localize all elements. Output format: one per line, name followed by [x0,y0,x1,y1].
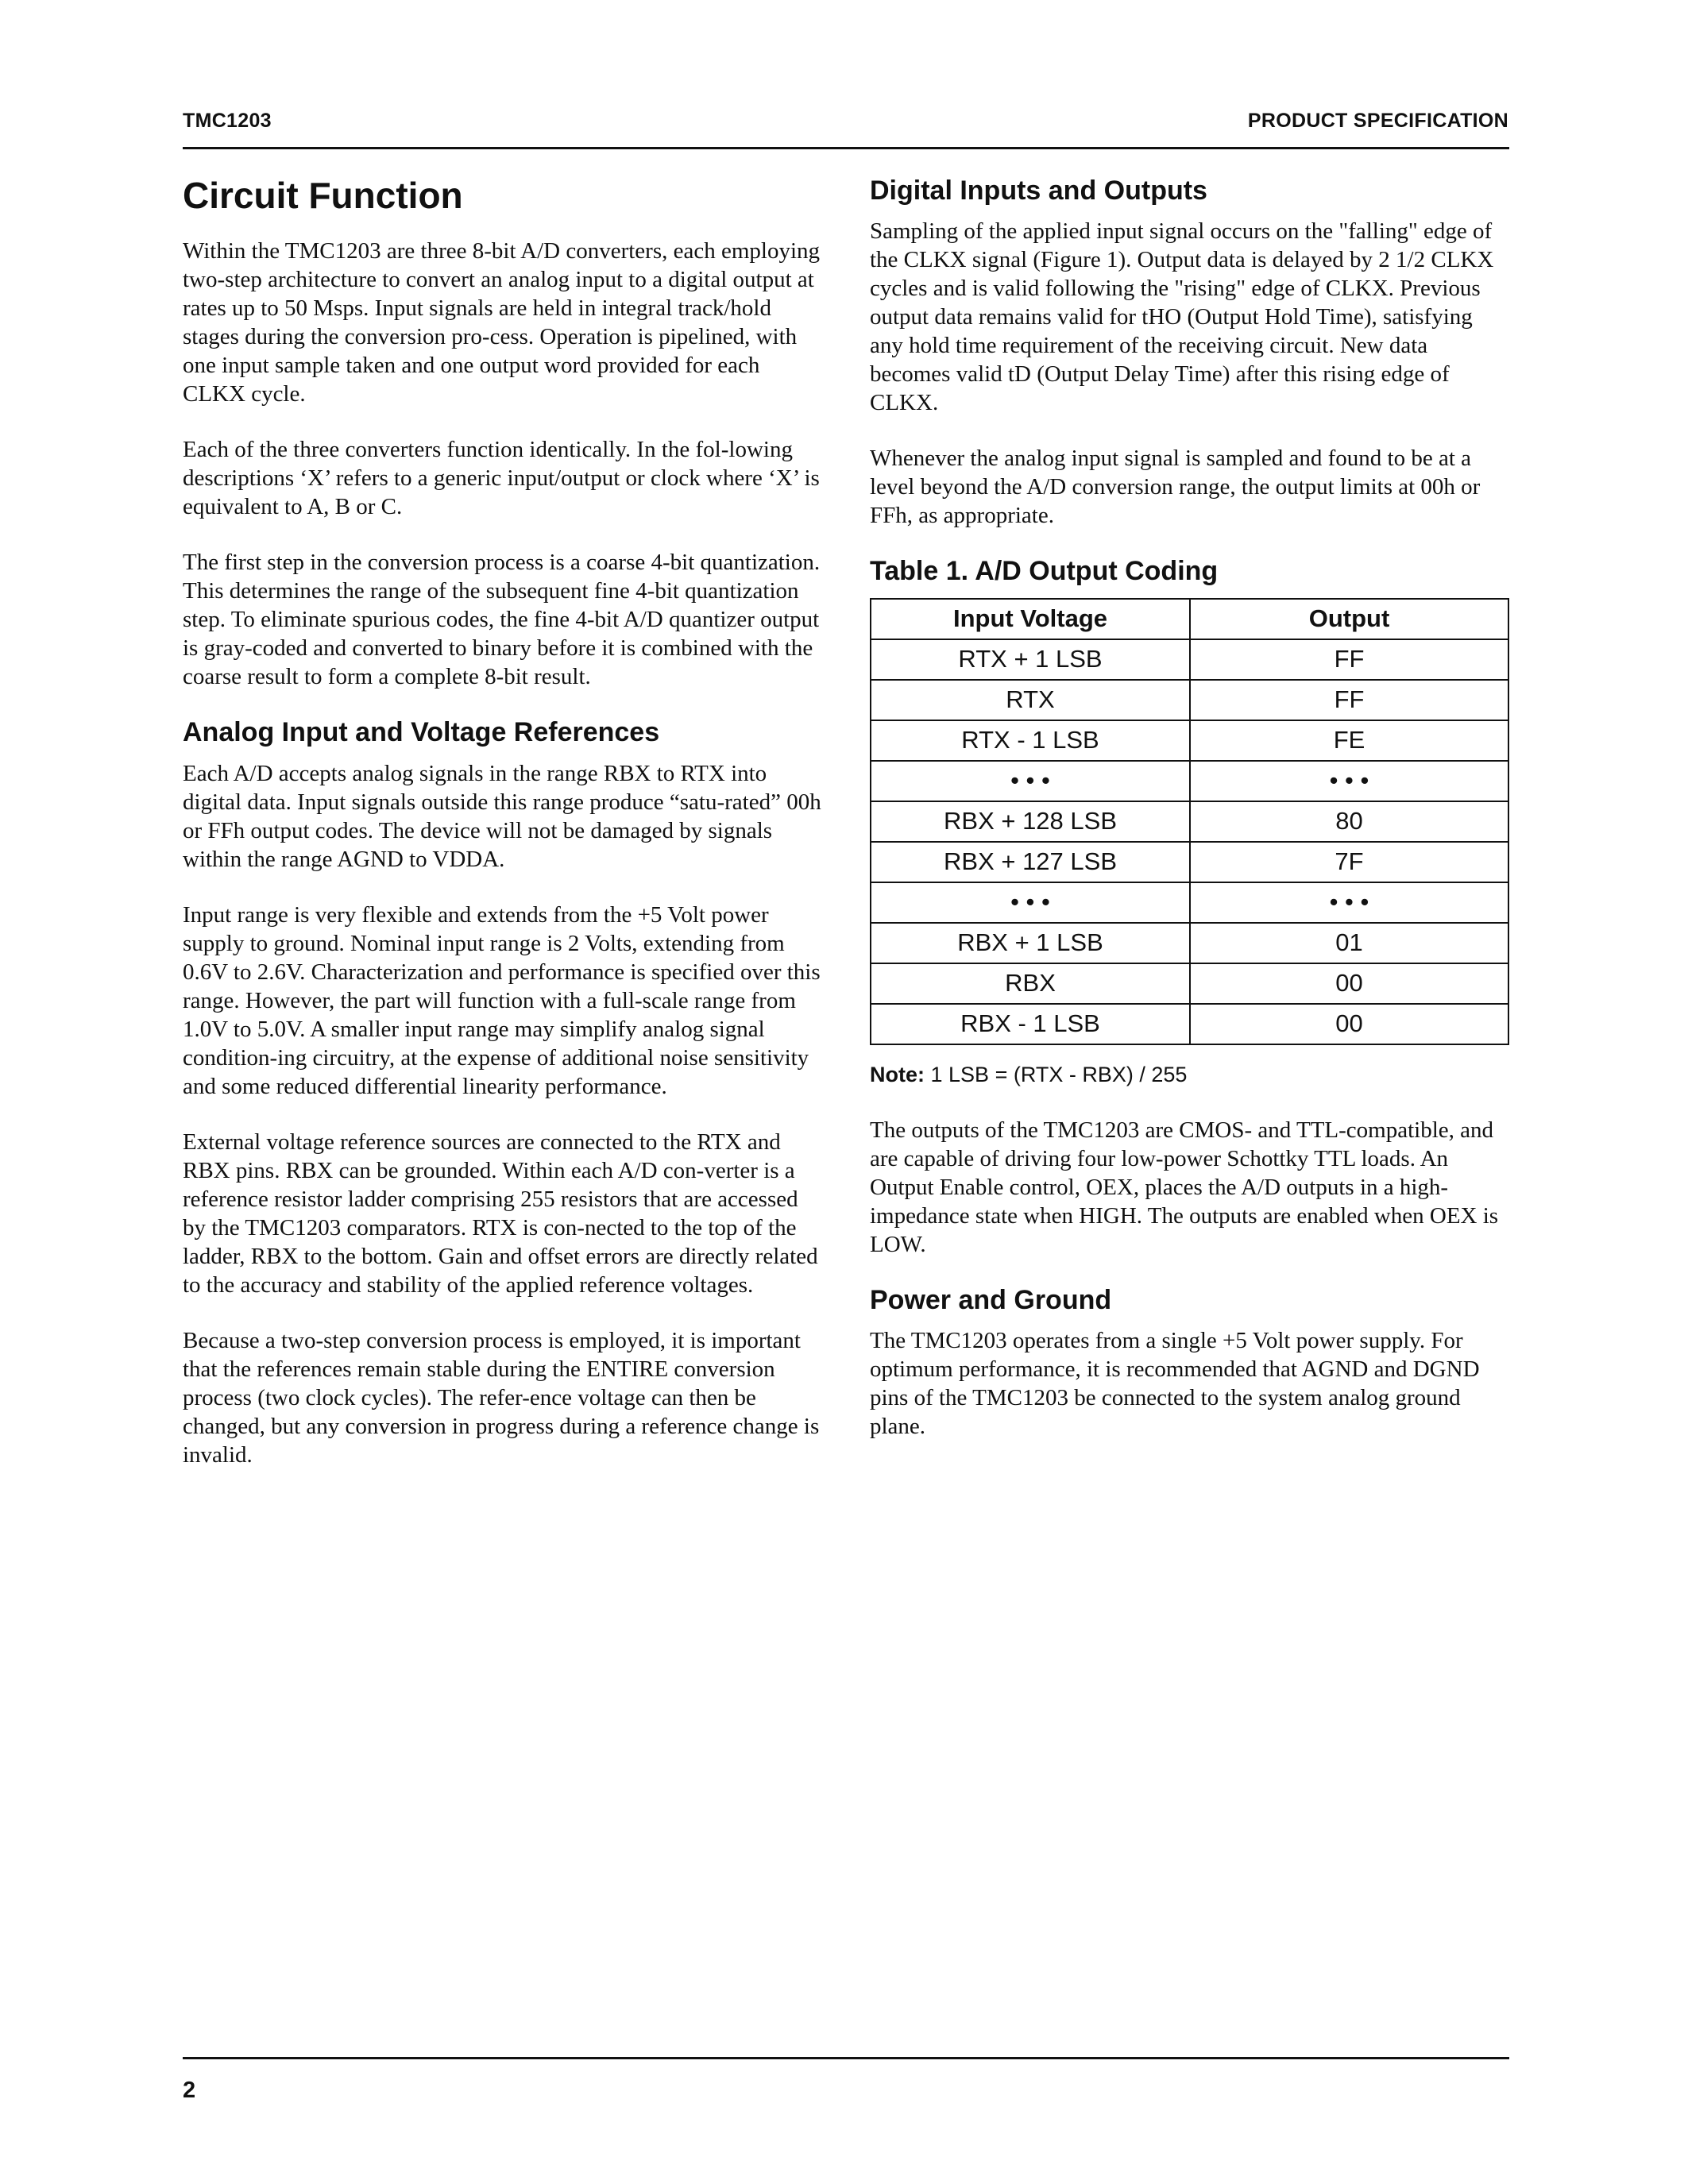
table-header-output: Output [1190,599,1508,639]
table-row [871,801,1508,842]
table-cell-output: • • • [1190,761,1508,801]
table-header-row [871,599,1508,639]
analog-input-paragraph-4: Because a two-step conversion process is employed, it is important that the references remain stable during the ENTIRE conversion process (two clock cycles). The refer-ence voltage can then be changed, but any conversion in progress during a reference change is invalid. [183,1327,820,1468]
table-cell-input: RBX - 1 LSB [871,1004,1190,1044]
table-cell-output: 7F [1190,842,1508,882]
digital-io-paragraph-2: Whenever the analog input signal is sampled and found to be at a level beyond the A/D conversion range, the output limits at 00h or FFh, as appropriate. [870,446,1481,529]
circuit-function-heading: Circuit Function [183,175,463,216]
left-column [183,176,825,1496]
right-column [870,176,1509,1468]
power-ground-paragraph: The TMC1203 operates from a single +5 Volt power supply. For optimum performance, it is recommended that AGND and DGND pins of the TMC1203 be connected to the system analog ground plane. [870,1328,1480,1440]
table-row [871,882,1508,923]
circuit-function-paragraph-1: Within the TMC1203 are three 8-bit A/D converters, each employing two-step architecture to convert an analog input to a digital output at rates up to 50 Msps. Input signals are held in integral track/hold stages during the conversion pro-cess. Operation is pipelined, with one input sample taken and one output word provided for each CLKX cycle. [183,238,821,407]
footer-rule [183,2057,1509,2059]
table-row [871,639,1508,680]
header-part-number: TMC1203 [183,110,272,132]
table-row [871,923,1508,963]
table-cell-input: RBX + 128 LSB [871,801,1190,842]
table-cell-input: RBX + 127 LSB [871,842,1190,882]
table-cell-input: • • • [871,882,1190,923]
table-cell-output: 80 [1190,801,1508,842]
digital-io-paragraph-3: The outputs of the TMC1203 are CMOS- and TTL-compatible, and are capable of driving four low-power Schottky TTL loads. An Output Enable control, OEX, places the A/D outputs in a high-impedance state when HIGH. The outputs are enabled when OEX is LOW. [870,1117,1499,1257]
table-cell-input: RTX - 1 LSB [871,720,1190,761]
digital-io-heading: Digital Inputs and Outputs [870,176,1207,206]
table-row [871,761,1508,801]
analog-input-paragraph-2: Input range is very flexible and extends from the +5 Volt power supply to ground. Nominal input range is 2 Volts, extending from 0.6V to 2.6V. Characterization and performance is specified over this range. However, the part will function with a full-scale range from 1.0V to 5.0V. A smaller input range may simplify analog signal condition-ing circuitry, at the expense of additional noise sensitivity and some reduced differential linearity performance. [183,901,821,1099]
table-header-input-voltage: Input Voltage [871,599,1190,639]
analog-input-paragraph-3: External voltage reference sources are connected to the RTX and RBX pins. RBX can be grounded. Within each A/D con-verter is a reference resistor ladder comprising 255 resistors that are accessed by the TMC1203 comparators. RTX is con-nected to the top of the ladder, RBX to the bottom. Gain and offset errors are directly related to the accuracy and stability of the applied reference voltages. [183,1129,818,1298]
table-cell-output: 01 [1190,923,1508,963]
table-cell-input: RTX + 1 LSB [871,639,1190,680]
table-cell-output: • • • [1190,882,1508,923]
analog-input-heading: Analog Input and Voltage References [183,717,660,748]
table-cell-output: 00 [1190,1004,1508,1044]
table-cell-input: RBX [871,963,1190,1004]
table-cell-output: 00 [1190,963,1508,1004]
header-document-type: PRODUCT SPECIFICATION [1247,110,1508,132]
table-cell-output: FE [1190,720,1508,761]
analog-input-paragraph-1: Each A/D accepts analog signals in the range RBX to RTX into digital data. Input signals outside this range produce “satu-rated” 00h or FFh output codes. The device will not be damaged by signals within the range AGND to VDDA. [183,760,821,872]
table-cell-input: RBX + 1 LSB [871,923,1190,963]
table-row [871,842,1508,882]
table-row [871,1004,1508,1044]
page-number: 2 [183,2078,196,2103]
table-cell-output: FF [1190,639,1508,680]
output-coding-table-title: Table 1. A/D Output Coding [870,556,1219,587]
circuit-function-paragraph-3: The first step in the conversion process is a coarse 4-bit quantization. This determines the range of the subsequent fine 4-bit quantization step. To eliminate spurious codes, the fine 4-bit A/D quantizer output is gray-coded and converted to binary before it is combined with the coarse result to form a complete 8-bit result. [183,550,821,690]
table-note-text: 1 LSB = (RTX - RBX) / 255 [930,1062,1188,1086]
table-cell-output: FF [1190,680,1508,720]
power-ground-heading: Power and Ground [870,1284,1112,1315]
table-note [870,1063,1509,1087]
table-row [871,963,1508,1004]
table-row [871,680,1508,720]
table-cell-input: RTX [871,680,1190,720]
table-note-label: Note: [870,1062,925,1086]
header-rule [183,147,1509,149]
circuit-function-paragraph-2: Each of the three converters function identically. In the fol-lowing descriptions ‘X’ refers to a generic input/output or clock where ‘X’ is equivalent to A, B or C. [183,437,820,520]
digital-io-paragraph-1: Sampling of the applied input signal occurs on the "falling" edge of the CLKX signal (Figure 1). Output data is delayed by 2 1/2 CLKX cycles and is valid following the "rising" edge of CLKX. Previous output data remains valid for tHO (Output Hold Time), satisfying any hold time requirement of the receiving circuit. New data becomes valid tD (Output Delay Time) after this rising edge of CLKX. [870,218,1494,416]
output-coding-table [870,598,1509,1045]
table-cell-input: • • • [871,761,1190,801]
table-row [871,720,1508,761]
